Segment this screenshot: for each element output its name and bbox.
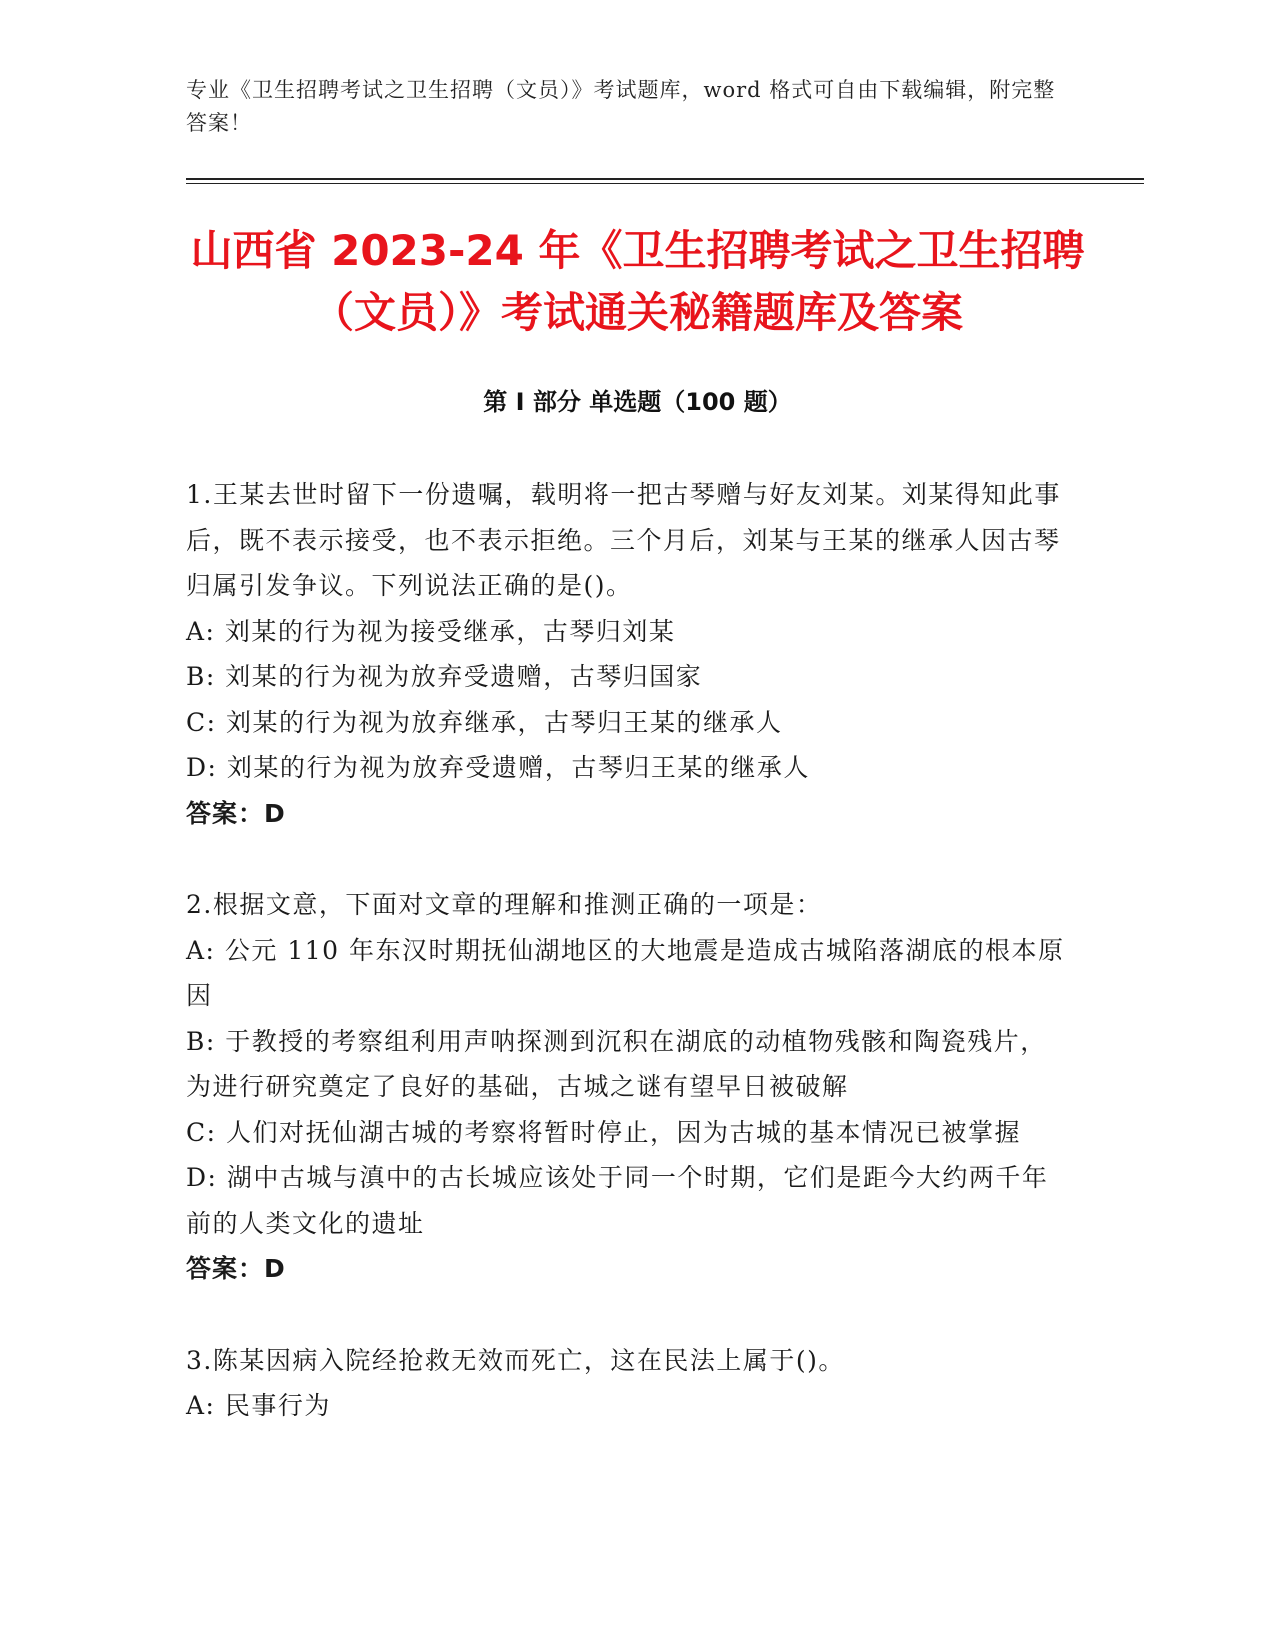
- answer-line: 答案：D: [186, 1254, 286, 1283]
- document-title: 山西省 2023-24 年《卫生招聘考试之卫生招聘（文员）》考试通关秘籍题库及答案: [190, 226, 1085, 337]
- option-d: D: 刘某的行为视为放弃受遗赠，古琴归王某的继承人: [186, 753, 810, 782]
- question-item: [186, 882, 1066, 1292]
- question-stem: 2.根据文意，下面对文章的理解和推测正确的一项是：: [186, 890, 823, 919]
- question-item: [186, 472, 1066, 836]
- question-item: [186, 1338, 1066, 1429]
- header-divider-thin: [186, 183, 1144, 184]
- section-heading: 第 I 部分 单选题（100 题）: [483, 388, 792, 416]
- option-a: A: 刘某的行为视为接受继承，古琴归刘某: [186, 616, 676, 646]
- question-list: [186, 472, 1066, 1429]
- option-b: B: 于教授的考察组利用声呐探测到沉积在湖底的动植物残骸和陶瓷残片，为进行研究奠定了良好的基础，古城之谜有望早日被破解: [186, 1026, 1047, 1101]
- option-d: D: 湖中古城与滇中的古长城应该处于同一个时期，它们是距今大约两千年前的人类文化的遗址: [186, 1163, 1049, 1238]
- option-b: B: 刘某的行为视为放弃受遗赠，古琴归国家: [186, 662, 703, 691]
- question-stem: 3.陈某因病入院经抢救无效而死亡，这在民法上属于()。: [186, 1345, 845, 1375]
- answer-line: 答案：D: [186, 798, 286, 828]
- header-divider-thick: [186, 178, 1144, 180]
- option-c: C: 人们对抚仙湖古城的考察将暂时停止，因为古城的基本情况已被掌握: [186, 1117, 1022, 1147]
- header-note: 专业《卫生招聘考试之卫生招聘（文员）》考试题库，word 格式可自由下载编辑，附完整答案！: [186, 78, 1056, 135]
- option-c: C: 刘某的行为视为放弃继承，古琴归王某的继承人: [186, 707, 783, 737]
- question-stem: 1.王某去世时留下一份遗嘱，载明将一把古琴赠与好友刘某。刘某得知此事后，既不表示接受，也不表示拒绝。三个月后，刘某与王某的继承人因古琴归属引发争议。下列说法正确的是()。: [186, 480, 1061, 600]
- option-a: A: 公元 110 年东汉时期抚仙湖地区的大地震是造成古城陷落湖底的根本原因: [186, 935, 1065, 1010]
- option-a: A: 民事行为: [186, 1391, 331, 1420]
